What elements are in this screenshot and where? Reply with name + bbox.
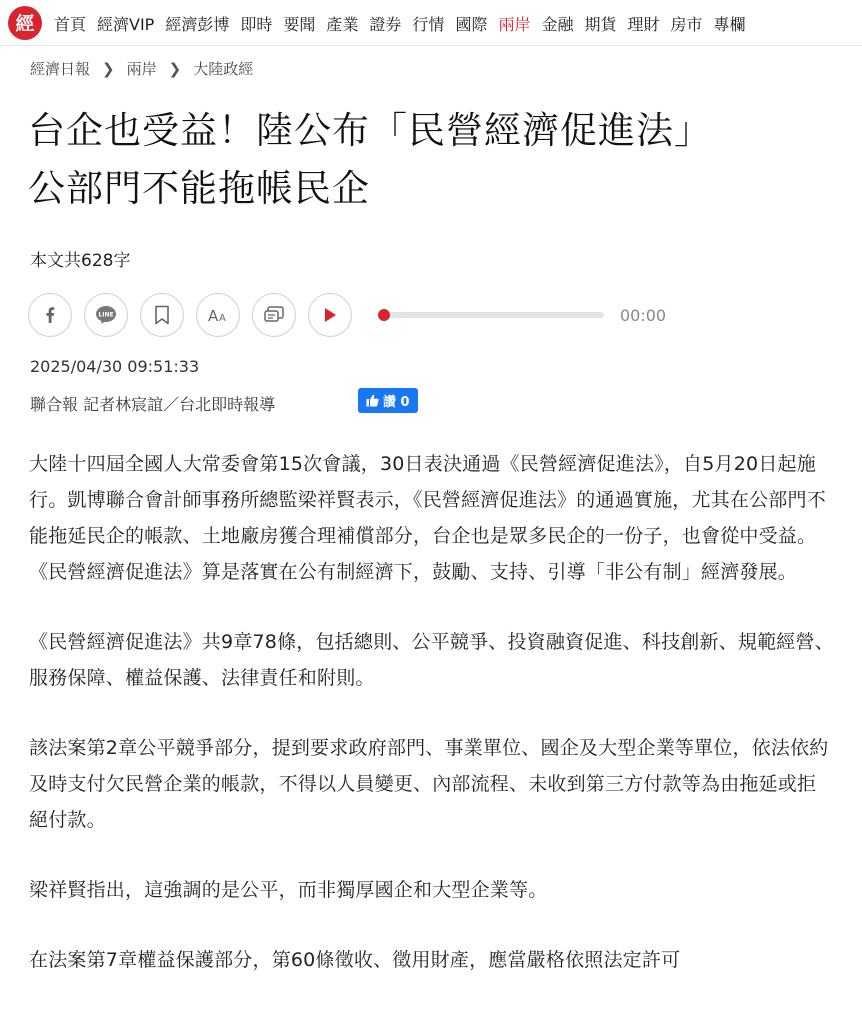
svg-text:A: A <box>219 313 226 324</box>
article-paragraph: 在法案第7章權益保護部分，第60條徵收、徵用財產，應當嚴格依照法定許可 <box>29 949 681 971</box>
publish-datetime: 2025/04/30 09:51:33 <box>30 357 200 376</box>
line-icon <box>94 304 118 326</box>
nav-item[interactable]: 即時 <box>240 14 273 34</box>
nav-item[interactable]: 經濟VIP <box>97 14 155 34</box>
breadcrumb <box>30 58 253 79</box>
audio-play-button[interactable] <box>308 293 352 337</box>
audio-time: 00:00 <box>620 306 667 325</box>
breadcrumb-item-economic-daily[interactable]: 經濟日報 <box>30 60 91 78</box>
bookmark-icon <box>153 305 171 325</box>
nav-item[interactable]: 理財 <box>627 14 660 34</box>
nav-item[interactable]: 證券 <box>369 14 402 34</box>
play-icon <box>322 306 338 324</box>
nav-item[interactable]: 期貨 <box>584 14 617 34</box>
nav-item[interactable]: 行情 <box>412 14 445 34</box>
bookmark-button[interactable] <box>140 293 184 337</box>
title-line-1: 台企也受益！陸公布「民營經濟促進法」 <box>28 109 712 152</box>
audio-progress-track[interactable] <box>380 312 604 318</box>
nav-item[interactable]: 產業 <box>326 14 359 34</box>
nav-menu <box>54 0 757 46</box>
word-count: 本文共628字 <box>30 251 131 271</box>
article-body <box>29 446 835 1012</box>
article-paragraph: 該法案第2章公平競爭部分，提到要求政府部門、事業單位、國企及大型企業等單位，依法依約及時支付欠民營企業的帳款，不得以人員變更、內部流程、未收到第三方付款等為由拖延或拒絕付款。 <box>29 737 829 831</box>
nav-item[interactable]: 首頁 <box>54 14 87 34</box>
audio-progress-handle[interactable] <box>378 309 390 321</box>
facebook-share-button[interactable] <box>28 293 72 337</box>
font-size-icon <box>206 306 230 324</box>
nav-item[interactable]: 經濟彭博 <box>165 14 230 34</box>
article-paragraph: 《民營經濟促進法》共9章78條，包括總則、公平競爭、投資融資促進、科技創新、規範經營、服務保障、權益保護、法律責任和附則。 <box>29 631 834 689</box>
svg-text:經: 經 <box>15 13 35 35</box>
comment-button[interactable] <box>252 293 296 337</box>
title-line-2: 公部門不能拖帳民企 <box>28 167 370 210</box>
nav-item[interactable]: 兩岸 <box>498 14 531 34</box>
like-count-label: 讚 0 <box>383 395 410 410</box>
chevron-right-icon: ❯ <box>168 59 182 78</box>
svg-text:A: A <box>208 307 219 324</box>
comment-icon <box>263 305 285 325</box>
author-byline: 聯合報 記者林宸誼／台北即時報導 <box>30 395 276 414</box>
site-logo[interactable] <box>6 4 44 42</box>
nav-item[interactable]: 房市 <box>670 14 703 34</box>
breadcrumb-item-mainland-politics[interactable]: 大陸政經 <box>193 60 254 78</box>
line-share-button[interactable] <box>84 293 128 337</box>
font-size-button[interactable] <box>196 293 240 337</box>
svg-text:LINE: LINE <box>98 311 114 319</box>
page-title <box>28 102 828 218</box>
share-toolbar <box>28 292 364 338</box>
article-paragraph: 梁祥賢指出，這強調的是公平，而非獨厚國企和大型企業等。 <box>29 879 548 901</box>
thumbs-up-icon <box>366 394 379 407</box>
facebook-icon <box>40 305 60 325</box>
nav-item[interactable]: 專欄 <box>713 14 746 34</box>
breadcrumb-item-cross-strait[interactable]: 兩岸 <box>126 60 157 78</box>
article-paragraph: 大陸十四屆全國人大常委會第15次會議，30日表決通過《民營經濟促進法》，自5月20日起施行。凱博聯合會計師事務所總監梁祥賢表示，《民營經濟促進法》的通過實施，尤其在公部門不能拖延民企的帳款、土地廠房獲合理補償部分，台企也是眾多民企的一份子，也會從中受益。《民營經濟促進法》算是落實在公有制經濟下，鼓勵、支持、引導「非公有制」經濟發展。 <box>29 453 826 583</box>
facebook-like-button[interactable] <box>358 388 418 413</box>
top-navigation <box>0 0 862 46</box>
chevron-right-icon: ❯ <box>102 59 115 78</box>
nav-item[interactable]: 國際 <box>455 14 488 34</box>
nav-item[interactable]: 要聞 <box>283 14 316 34</box>
nav-item[interactable]: 金融 <box>541 14 574 34</box>
